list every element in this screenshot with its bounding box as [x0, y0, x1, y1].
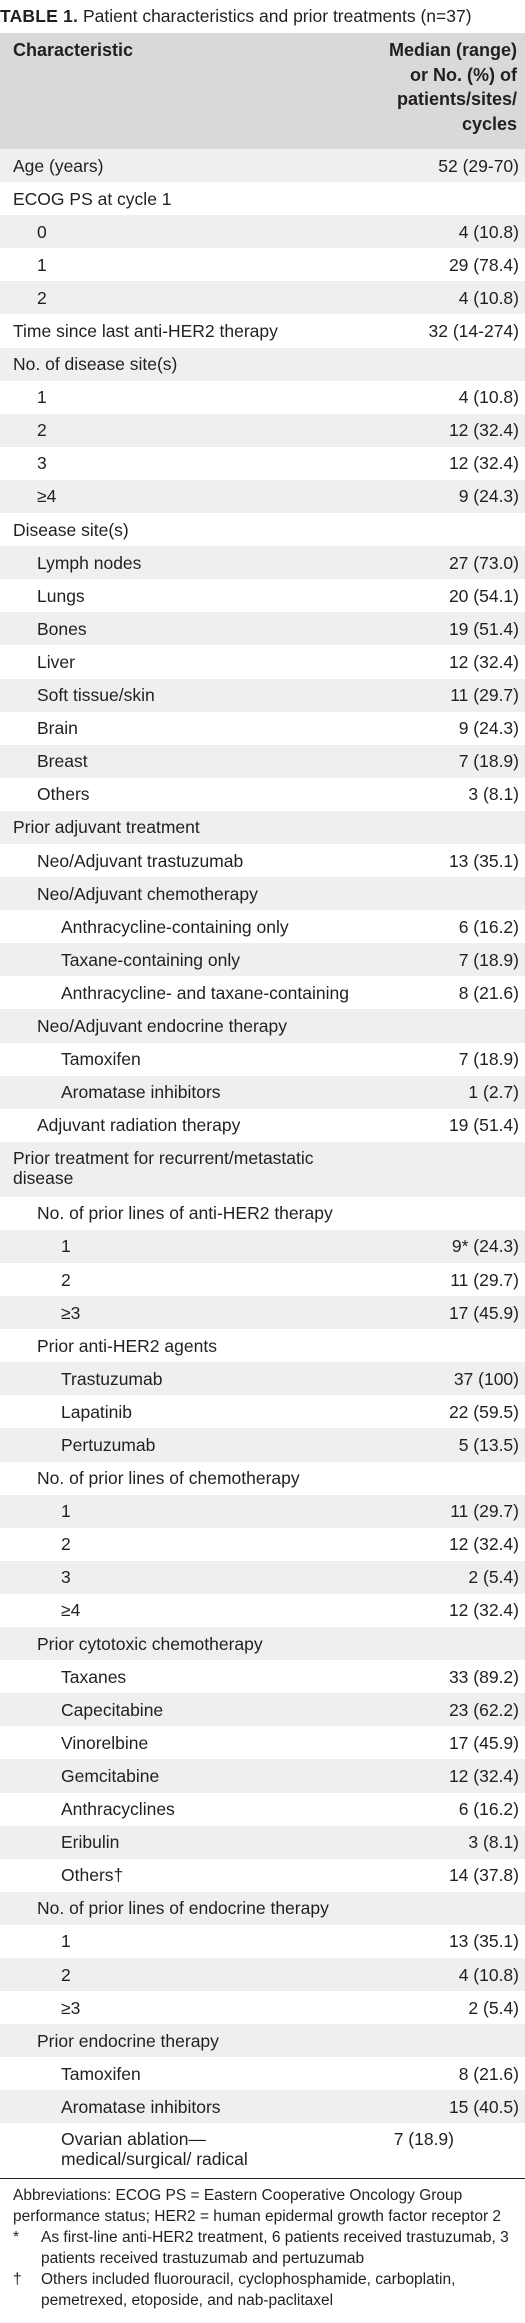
table-body	[0, 149, 525, 2178]
row-label: Lapatinib	[61, 1401, 133, 1422]
row-value: 23 (62.2)	[448, 1699, 519, 1720]
table-row	[0, 1263, 525, 1296]
table-row	[0, 2090, 525, 2123]
table-row	[0, 943, 525, 976]
table-row	[0, 1528, 525, 1561]
table-row	[0, 1892, 525, 1925]
table-row	[0, 1329, 525, 1362]
row-label: Lungs	[37, 585, 85, 606]
table-row	[0, 1660, 525, 1693]
table-row	[0, 1142, 525, 1197]
table-row	[0, 1693, 525, 1726]
row-label: Others†	[61, 1865, 124, 1886]
row-value: 11 (29.7)	[450, 685, 519, 706]
header-characteristic: Characteristic	[13, 40, 134, 60]
row-label: Time since last anti-HER2 therapy	[13, 321, 278, 342]
table-row	[0, 1043, 525, 1076]
table-row	[0, 844, 525, 877]
row-value: 19 (51.4)	[448, 618, 519, 639]
row-value: 27 (73.0)	[448, 552, 519, 573]
table-row	[0, 1395, 525, 1428]
row-value: 4 (10.8)	[458, 1964, 519, 1985]
row-label: Ovarian ablation—medical/surgical/ radical	[61, 2129, 248, 2170]
row-value: 4 (10.8)	[458, 221, 519, 242]
row-label: No. of prior lines of anti-HER2 therapy	[37, 1203, 333, 1224]
table-row	[0, 1197, 525, 1230]
row-label: Others	[37, 784, 90, 805]
abbreviations-note: Abbreviations: ECOG PS = Eastern Cooperative Oncology Group performance status; HER2 = human epidermal growth factor receptor 2	[13, 2187, 502, 2226]
table-row	[0, 1428, 525, 1461]
row-value: 2 (5.4)	[468, 1997, 519, 2018]
table-row	[0, 1925, 525, 1958]
table-row	[0, 1627, 525, 1660]
table-row	[0, 2024, 525, 2057]
row-value: 9 (24.3)	[458, 486, 519, 507]
row-label: ECOG PS at cycle 1	[13, 188, 172, 209]
row-value: 2 (5.4)	[468, 1567, 519, 1588]
row-value: 6 (16.2)	[458, 1799, 519, 1820]
footnote-mark: †	[13, 2271, 22, 2289]
row-value: 7 (18.9)	[458, 1049, 519, 1070]
row-value: 32 (14-274)	[428, 321, 519, 342]
footnote	[13, 2227, 525, 2269]
table-row	[0, 910, 525, 943]
row-value: 11 (29.7)	[450, 1501, 519, 1522]
row-label: Anthracyclines	[61, 1799, 175, 1820]
row-label: 2	[61, 1964, 71, 1985]
row-value: 4 (10.8)	[458, 387, 519, 408]
row-label: Prior cytotoxic chemotherapy	[37, 1633, 263, 1654]
row-value: 4 (10.8)	[458, 287, 519, 308]
table-row	[0, 1958, 525, 1991]
table-row	[0, 778, 525, 811]
row-value: 12 (32.4)	[448, 1534, 519, 1555]
row-label: Prior endocrine therapy	[37, 2030, 219, 2051]
table-row	[0, 877, 525, 910]
row-value: 12 (32.4)	[448, 1600, 519, 1621]
row-label: 1	[37, 254, 47, 275]
table-row	[0, 1109, 525, 1142]
row-label: Vinorelbine	[61, 1732, 149, 1753]
row-label: Eribulin	[61, 1832, 120, 1853]
table-row	[0, 745, 525, 778]
row-label: Aromatase inhibitors	[61, 2096, 221, 2117]
table-row	[0, 1826, 525, 1859]
table-row	[0, 149, 525, 182]
footnote-mark: *	[13, 2229, 20, 2247]
row-value: 8 (21.6)	[458, 2063, 519, 2084]
row-label: 2	[61, 1269, 71, 1290]
row-value: 33 (89.2)	[448, 1666, 519, 1687]
row-label: Tamoxifen	[61, 1049, 141, 1070]
row-label: 0	[37, 221, 47, 242]
row-value: 37 (100)	[453, 1368, 519, 1389]
table-row	[0, 1594, 525, 1627]
row-value: 17 (45.9)	[448, 1732, 519, 1753]
table-row	[0, 1009, 525, 1042]
row-value: 22 (59.5)	[448, 1401, 519, 1422]
table-row	[0, 546, 525, 579]
row-value: 1 (2.7)	[468, 1082, 519, 1103]
table-header	[0, 33, 525, 149]
row-label: Gemcitabine	[61, 1765, 160, 1786]
row-label: ≥4	[37, 486, 57, 507]
row-value: 3 (8.1)	[468, 1832, 519, 1853]
row-label: Age (years)	[13, 155, 104, 176]
table-row	[0, 679, 525, 712]
row-value: 8 (21.6)	[458, 982, 519, 1003]
row-value: 17 (45.9)	[448, 1302, 519, 1323]
row-label: Disease site(s)	[13, 519, 129, 540]
table-row	[0, 281, 525, 314]
row-value: 20 (54.1)	[448, 585, 519, 606]
row-value: 5 (13.5)	[458, 1435, 519, 1456]
row-value: 29 (78.4)	[448, 254, 519, 275]
table-row	[0, 215, 525, 248]
table-row	[0, 182, 525, 215]
row-value: 3 (8.1)	[468, 784, 519, 805]
row-label: Neo/Adjuvant trastuzumab	[37, 850, 244, 871]
row-value: 9* (24.3)	[451, 1236, 519, 1257]
table-row	[0, 513, 525, 546]
row-label: Taxanes	[61, 1666, 127, 1687]
row-label: 2	[37, 420, 47, 441]
table-row	[0, 579, 525, 612]
table-row	[0, 1076, 525, 1109]
row-label: Anthracycline- and taxane-containing	[61, 982, 349, 1003]
table-row	[0, 1230, 525, 1263]
row-label: Prior adjuvant treatment	[13, 817, 200, 838]
table-caption: Patient characteristics and prior treatments (n=37)	[82, 6, 472, 26]
footnote-text: Others included fluorouracil, cyclophosphamide, carboplatin, pemetrexed, etoposide, and nab-paclitaxel	[41, 2271, 456, 2310]
table-row	[0, 1561, 525, 1594]
row-label: 3	[61, 1567, 71, 1588]
table-row	[0, 480, 525, 513]
row-value: 12 (32.4)	[448, 1765, 519, 1786]
table-row	[0, 1991, 525, 2024]
row-label: Capecitabine	[61, 1699, 164, 1720]
row-value: 12 (32.4)	[448, 453, 519, 474]
table-row	[0, 712, 525, 745]
table-row	[0, 381, 525, 414]
row-label: Trastuzumab	[61, 1368, 163, 1389]
row-value: 9 (24.3)	[458, 718, 519, 739]
row-label: No. of disease site(s)	[13, 354, 178, 375]
row-value: 11 (29.7)	[450, 1269, 519, 1290]
table-row	[0, 248, 525, 281]
header-value: Median (range) or No. (%) of patients/sites/ cycles	[388, 40, 517, 134]
row-label: Soft tissue/skin	[37, 685, 155, 706]
table-row	[0, 1726, 525, 1759]
row-label: Liver	[37, 651, 75, 672]
row-label: No. of prior lines of endocrine therapy	[37, 1898, 329, 1919]
row-label: Neo/Adjuvant endocrine therapy	[37, 1015, 288, 1036]
row-label: 1	[61, 1501, 71, 1522]
row-value: 13 (35.1)	[448, 850, 519, 871]
row-value: 7 (18.9)	[458, 751, 519, 772]
row-value: 7 (18.9)	[458, 949, 519, 970]
table-row	[0, 1759, 525, 1792]
row-label: Aromatase inhibitors	[61, 1082, 221, 1103]
table-row	[0, 314, 525, 347]
table-label: TABLE 1.	[0, 6, 79, 26]
table-row	[0, 447, 525, 480]
row-value: 12 (32.4)	[448, 420, 519, 441]
row-value: 15 (40.5)	[448, 2096, 519, 2117]
row-label: Prior treatment for recurrent/metastatic disease	[13, 1147, 314, 1188]
row-value: 13 (35.1)	[448, 1931, 519, 1952]
table-row	[0, 414, 525, 447]
row-value: 52 (29-70)	[438, 155, 519, 176]
footnote-text: As first-line anti-HER2 treatment, 6 patients received trastuzumab, 3 patients received trastuzumab and pertuzumab	[41, 2229, 509, 2268]
row-label: No. of prior lines of chemotherapy	[37, 1468, 300, 1489]
row-value: 7 (18.9)	[393, 2129, 454, 2150]
table-row	[0, 976, 525, 1009]
table-row	[0, 2123, 525, 2178]
table-row	[0, 1793, 525, 1826]
footnotes	[13, 2227, 525, 2311]
row-label: 3	[37, 453, 47, 474]
row-label: ≥3	[61, 1302, 81, 1323]
row-label: 1	[37, 387, 47, 408]
row-label: Brain	[37, 718, 78, 739]
row-label: Neo/Adjuvant chemotherapy	[37, 883, 258, 904]
table-row	[0, 1859, 525, 1892]
table-title	[0, 0, 525, 33]
row-label: Tamoxifen	[61, 2063, 141, 2084]
row-value: 12 (32.4)	[448, 651, 519, 672]
row-label: Prior anti-HER2 agents	[37, 1335, 217, 1356]
row-label: Pertuzumab	[61, 1435, 156, 1456]
row-label: ≥3	[61, 1997, 81, 2018]
row-value: 6 (16.2)	[458, 916, 519, 937]
table-row	[0, 2057, 525, 2090]
row-label: Taxane-containing only	[61, 949, 241, 970]
table-row	[0, 811, 525, 844]
footnote	[13, 2269, 525, 2311]
table-row	[0, 645, 525, 678]
row-label: 1	[61, 1236, 71, 1257]
table-row	[0, 1462, 525, 1495]
table-notes	[0, 2179, 525, 2311]
table-row	[0, 348, 525, 381]
table-row	[0, 1296, 525, 1329]
row-label: Lymph nodes	[37, 552, 142, 573]
row-value: 14 (37.8)	[448, 1865, 519, 1886]
table-row	[0, 612, 525, 645]
table-row	[0, 1495, 525, 1528]
row-label: 2	[37, 287, 47, 308]
row-label: Breast	[37, 751, 88, 772]
row-label: Adjuvant radiation therapy	[37, 1115, 241, 1136]
row-label: 2	[61, 1534, 71, 1555]
row-label: 1	[61, 1931, 71, 1952]
row-label: Bones	[37, 618, 87, 639]
row-label: Anthracycline-containing only	[61, 916, 289, 937]
row-value: 19 (51.4)	[448, 1115, 519, 1136]
table-row	[0, 1362, 525, 1395]
row-label: ≥4	[61, 1600, 81, 1621]
